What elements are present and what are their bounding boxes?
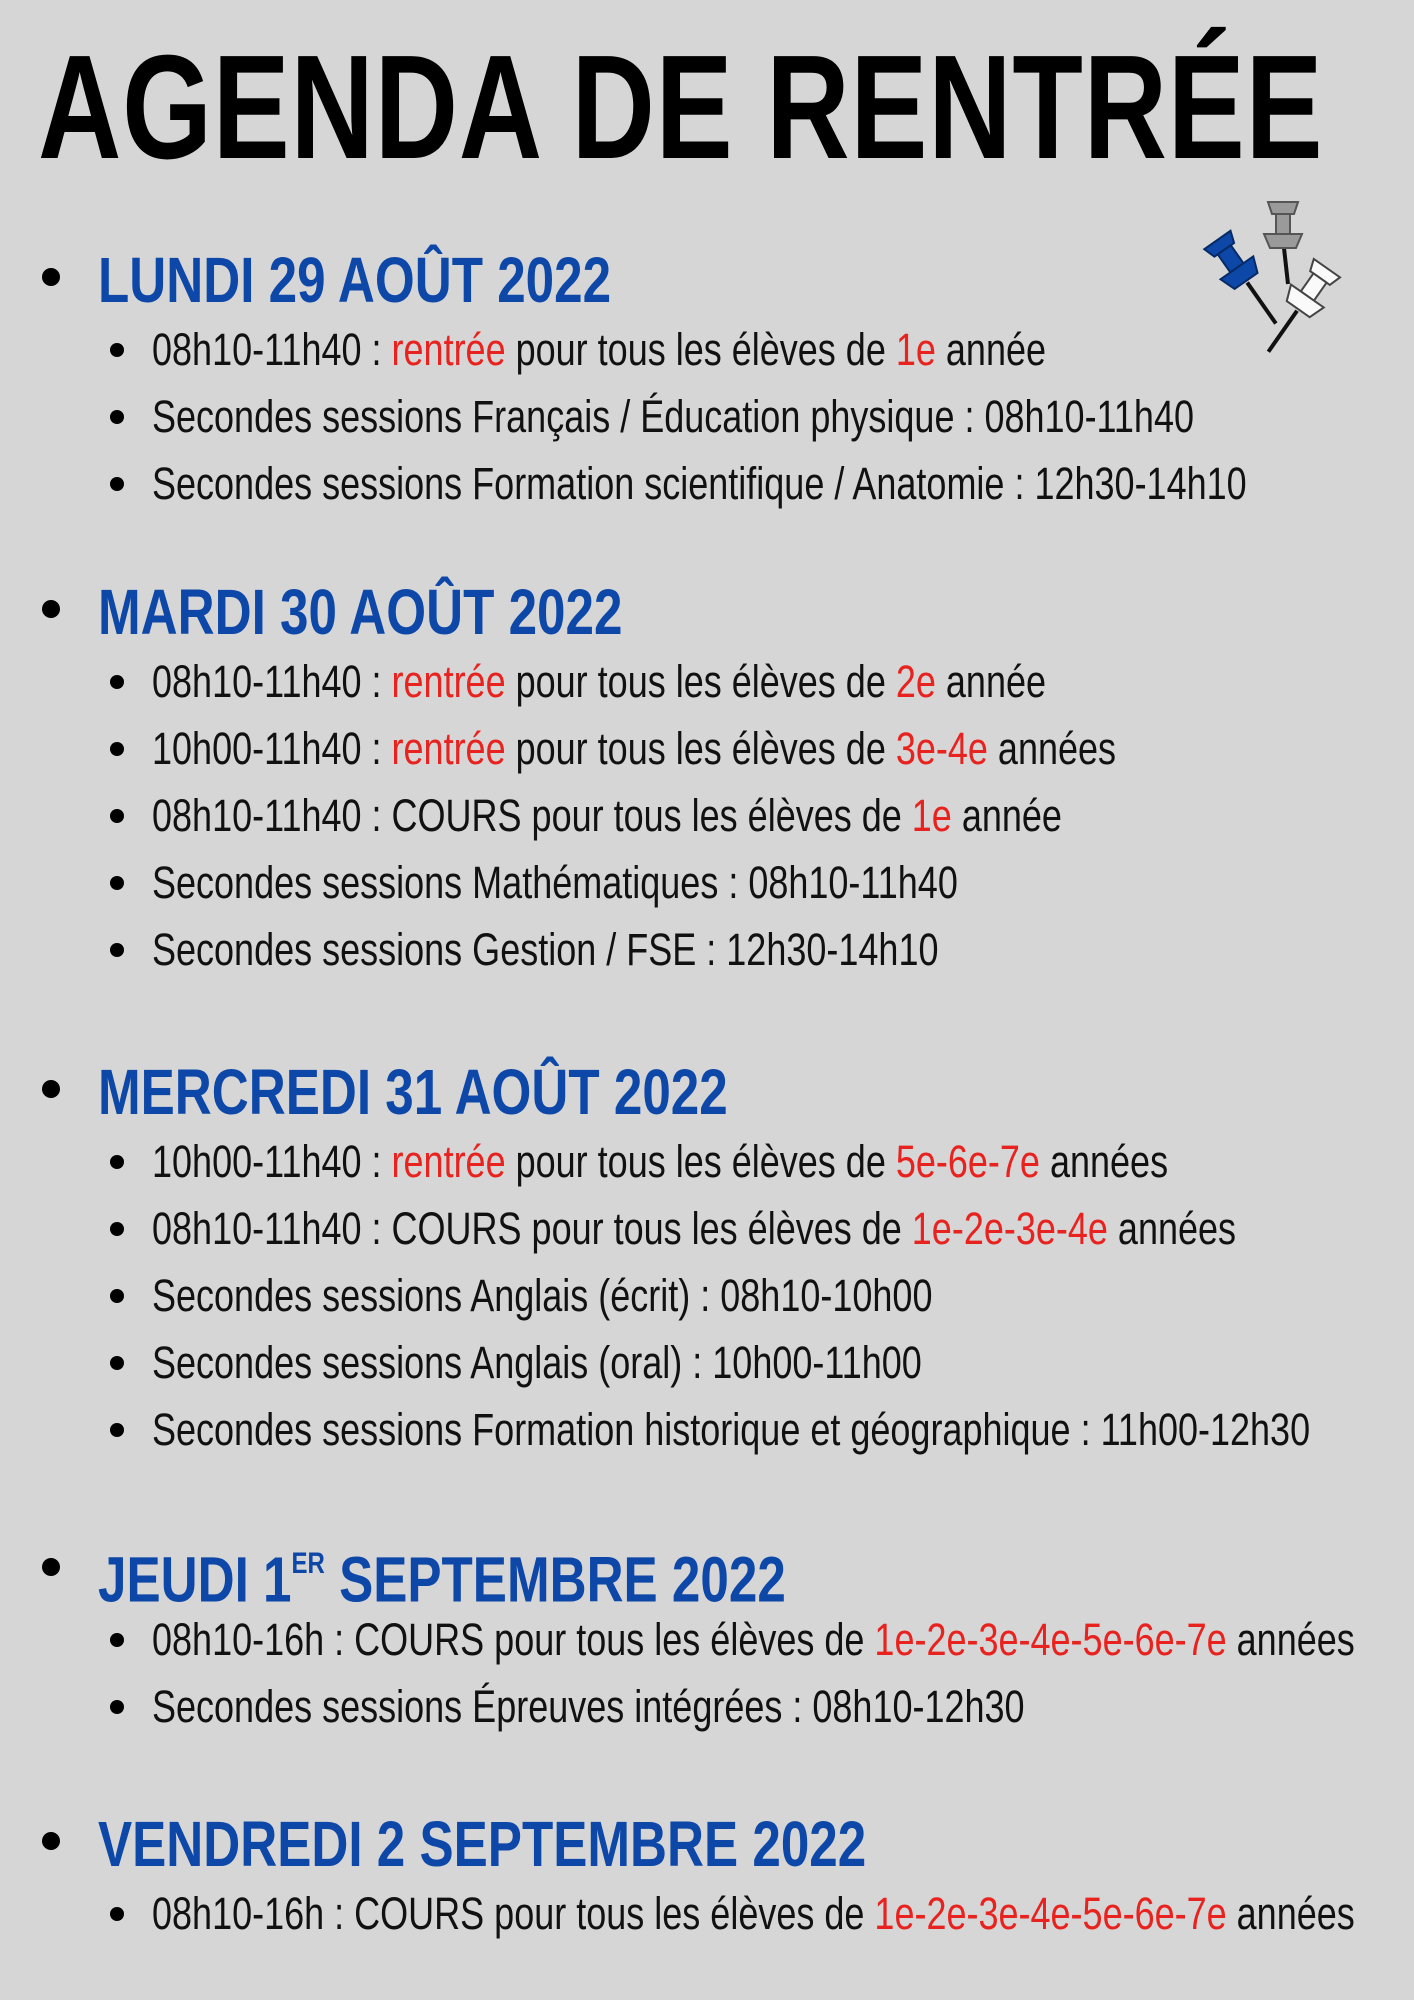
list-item: Secondes sessions Anglais (écrit) : 08h10-10h00 bbox=[38, 1262, 1398, 1329]
day-section-lundi bbox=[38, 244, 1398, 517]
list-item: Secondes sessions Gestion / FSE : 12h30-14h10 bbox=[38, 916, 1398, 983]
bullet-icon bbox=[110, 343, 124, 357]
bullet-icon bbox=[42, 600, 60, 618]
bullet-icon bbox=[110, 742, 124, 756]
day-title: LUNDI 29 AOÛT 2022 bbox=[98, 244, 612, 316]
bullet-icon bbox=[42, 1558, 60, 1576]
list-item: Secondes sessions Français / Éducation physique : 08h10-11h40 bbox=[38, 383, 1398, 450]
list-item: Secondes sessions Épreuves intégrées : 08h10-12h30 bbox=[38, 1673, 1398, 1740]
bullet-icon bbox=[110, 943, 124, 957]
list-item: Secondes sessions Formation scientifique / Anatomie : 12h30-14h10 bbox=[38, 450, 1398, 517]
bullet-icon bbox=[42, 1080, 60, 1098]
bullet-icon bbox=[110, 1700, 124, 1714]
bullet-icon bbox=[110, 477, 124, 491]
day-title: MERCREDI 31 AOÛT 2022 bbox=[98, 1056, 728, 1128]
bullet-icon bbox=[110, 1633, 124, 1647]
list-item: 08h10-11h40 : rentrée pour tous les élèves de 2e année bbox=[38, 648, 1398, 715]
bullet-icon bbox=[110, 675, 124, 689]
list-item: 10h00-11h40 : rentrée pour tous les élèves de 3e-4e années bbox=[38, 715, 1398, 782]
day-title: MARDI 30 AOÛT 2022 bbox=[98, 576, 623, 648]
day-title: VENDREDI 2 SEPTEMBRE 2022 bbox=[98, 1808, 867, 1880]
day-section-jeudi bbox=[38, 1534, 1398, 1740]
bullet-icon bbox=[42, 1832, 60, 1850]
list-item: Secondes sessions Anglais (oral) : 10h00-11h00 bbox=[38, 1329, 1398, 1396]
list-item: 08h10-11h40 : rentrée pour tous les élèves de 1e année bbox=[38, 316, 1398, 383]
bullet-icon bbox=[110, 1356, 124, 1370]
bullet-icon bbox=[42, 268, 60, 286]
bullet-icon bbox=[110, 1423, 124, 1437]
bullet-icon bbox=[110, 1907, 124, 1921]
bullet-icon bbox=[110, 876, 124, 890]
bullet-icon bbox=[110, 1222, 124, 1236]
day-section-mercredi bbox=[38, 1056, 1398, 1463]
day-section-vendredi bbox=[38, 1808, 1398, 1947]
page-title: AGENDA DE RENTRÉE bbox=[38, 25, 1324, 190]
list-item: 08h10-16h : COURS pour tous les élèves de 1e-2e-3e-4e-5e-6e-7e années bbox=[38, 1606, 1398, 1673]
bullet-icon bbox=[110, 1155, 124, 1169]
list-item: 08h10-16h : COURS pour tous les élèves de 1e-2e-3e-4e-5e-6e-7e années bbox=[38, 1880, 1398, 1947]
day-title: JEUDI 1ER SEPTEMBRE 2022 bbox=[98, 1543, 786, 1616]
bullet-icon bbox=[110, 410, 124, 424]
list-item: Secondes sessions Mathématiques : 08h10-11h40 bbox=[38, 849, 1398, 916]
list-item: 08h10-11h40 : COURS pour tous les élèves de 1e-2e-3e-4e années bbox=[38, 1195, 1398, 1262]
bullet-icon bbox=[110, 1289, 124, 1303]
list-item: Secondes sessions Formation historique et géographique : 11h00-12h30 bbox=[38, 1396, 1398, 1463]
bullet-icon bbox=[110, 809, 124, 823]
list-item: 10h00-11h40 : rentrée pour tous les élèves de 5e-6e-7e années bbox=[38, 1128, 1398, 1195]
list-item: 08h10-11h40 : COURS pour tous les élèves de 1e année bbox=[38, 782, 1398, 849]
day-section-mardi bbox=[38, 576, 1398, 983]
